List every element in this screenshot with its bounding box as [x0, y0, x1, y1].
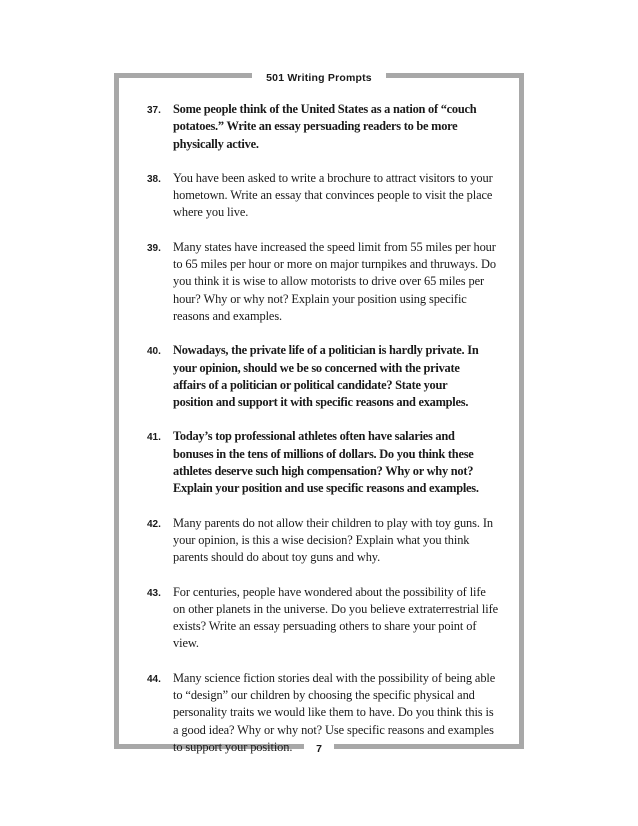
prompt-number: 37.	[147, 105, 161, 116]
prompt-line: personality traits we would like them to have. Do you think this is	[173, 705, 494, 720]
prompt-number: 43.	[147, 587, 161, 599]
prompt-line: your opinion, should we be so concerned with the private	[173, 360, 460, 375]
header-title: 501 Writing Prompts	[252, 71, 386, 85]
prompt-line: bonuses in the tens of millions of dollars. Do you think these	[173, 446, 474, 461]
prompt-line: potatoes.” Write an essay persuading readers to be more	[173, 119, 458, 134]
prompt-text	[173, 101, 507, 153]
prompt-line: on other planets in the universe. Do you believe extraterrestrial life	[173, 601, 499, 616]
prompt-text	[173, 239, 507, 325]
prompt-line: Many parents do not allow their children to play with toy guns. In	[173, 515, 493, 530]
prompt-line: Today’s top professional athletes often have salaries and	[173, 429, 455, 444]
prompt-line: you think it is wise to allow motorists to drive over 65 miles per	[173, 274, 485, 289]
prompt-item	[147, 428, 507, 497]
prompt-line: You have been asked to write a brochure to attract visitors to your	[173, 170, 493, 185]
prompt-item	[147, 170, 507, 222]
prompt-line: affairs of a politician or political candidate? State your	[173, 377, 448, 392]
prompt-text	[173, 170, 507, 222]
prompt-line: your opinion, is this a wise decision? Explain what you think	[173, 532, 470, 547]
prompt-line: to 65 miles per hour or more on major turnpikes and thruways. Do	[173, 257, 496, 272]
prompt-line: Many states have increased the speed limit from 55 miles per hour	[173, 239, 496, 254]
prompt-line: to support your position.	[173, 739, 293, 754]
prompt-line: parents should do about toy guns and why.	[173, 550, 381, 565]
page-number: 7	[304, 740, 334, 758]
prompt-text	[173, 584, 507, 653]
prompt-line: where you live.	[173, 205, 249, 220]
prompt-number: 39.	[147, 242, 161, 254]
prompt-line: For centuries, people have wondered about the possibility of life	[173, 584, 486, 599]
prompt-item	[147, 342, 507, 411]
page-footer	[0, 739, 638, 758]
prompt-text	[173, 515, 507, 567]
prompt-line: athletes deserve such high compensation? Why or why not?	[173, 464, 474, 479]
prompt-number: 44.	[147, 673, 161, 685]
prompt-item	[147, 515, 507, 567]
prompt-number: 38.	[147, 173, 161, 185]
prompt-line: position and support it with specific reasons and examples.	[173, 395, 469, 410]
prompt-item	[147, 101, 507, 153]
prompt-line: Explain your position and use specific reasons and examples.	[173, 481, 479, 496]
prompt-line: to “design” our children by choosing the specific physical and	[173, 688, 475, 703]
prompt-item	[147, 584, 507, 653]
prompt-number: 40.	[147, 346, 161, 358]
prompt-number: 41.	[147, 432, 161, 444]
prompt-text	[173, 428, 507, 497]
prompt-line: hour? Why or why not? Explain your position using specific	[173, 291, 467, 306]
prompt-line: Nowadays, the private life of a politician is hardly private. In	[173, 343, 479, 358]
prompt-line: physically active.	[173, 136, 259, 151]
prompt-line: exists? Write an essay persuading others to share your point of	[173, 619, 477, 634]
prompt-line: Some people think of the United States as a nation of “couch	[173, 102, 477, 116]
prompt-line: hometown. Write an essay that convinces people to visit the place	[173, 188, 493, 203]
prompt-item	[147, 239, 507, 325]
prompt-line: a good idea? Why or why not? Use specific reasons and examples	[173, 722, 494, 737]
prompt-list	[147, 101, 507, 773]
prompt-line: Many science fiction stories deal with the possibility of being able	[173, 670, 496, 685]
prompt-line: reasons and examples.	[173, 308, 283, 323]
prompt-number: 42.	[147, 518, 161, 530]
prompt-text	[173, 342, 507, 411]
prompt-line: view.	[173, 636, 199, 651]
